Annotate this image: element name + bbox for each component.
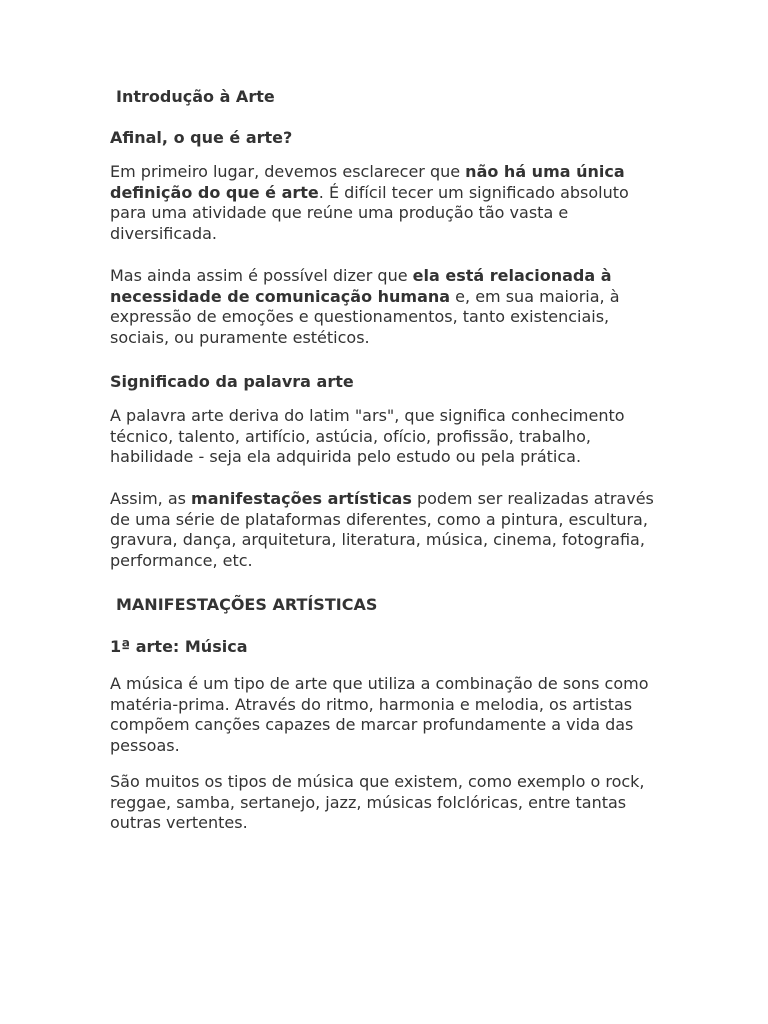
paragraph-text: e, em sua maioria, à expressão de emoções e questionamentos, tanto existenciais, sociais, ou puramente estéticos. <box>110 286 620 348</box>
paragraph-manifestations <box>110 489 670 572</box>
document-title: Introdução à Arte <box>116 87 275 106</box>
paragraph-etymology: A palavra arte deriva do latim "ars", que significa conhecimento técnico, talento, artifício, astúcia, ofício, profissão, trabalho, habilidade - seja ela adquirida pelo estudo ou pela prática. <box>110 406 625 467</box>
paragraph-text: Assim, as <box>110 489 192 508</box>
section-heading-what-is-art: Afinal, o que é arte? <box>110 128 293 147</box>
paragraph-definition <box>110 162 670 245</box>
paragraph-music-definition: A música é um tipo de arte que utiliza a combinação de sons como matéria-prima. Através do ritmo, harmonia e melodia, os artistas compõem canções capazes de marcar profundamente a vida das pessoas. <box>110 674 649 756</box>
paragraph-communication <box>110 266 670 349</box>
paragraph-text: Em primeiro lugar, devemos esclarecer que <box>110 162 466 181</box>
emphasis-text: manifestações artísticas <box>191 489 412 508</box>
section-heading-artistic-manifestations: MANIFESTAÇÕES ARTÍSTICAS <box>116 595 378 614</box>
paragraph-music-genres: São muitos os tipos de música que existem, como exemplo o rock, reggae, samba, sertanejo, jazz, músicas folclóricas, entre tantas outras vertentes. <box>110 772 645 833</box>
section-heading-word-meaning: Significado da palavra arte <box>110 372 354 391</box>
paragraph-text: . É difícil tecer um significado absoluto para uma atividade que reúne uma produção tão vasta e diversificada. <box>110 182 629 244</box>
paragraph-text: podem ser realizadas através de uma série de plataformas diferentes, como a pintura, escultura, gravura, dança, arquitetura, literatura, música, cinema, fotografia, performance, etc. <box>110 489 654 571</box>
subheading-music: 1ª arte: Música <box>110 637 248 656</box>
paragraph-text: Mas ainda assim é possível dizer que <box>110 266 413 285</box>
emphasis-text: ela está relacionada à necessidade de comunicação humana <box>110 266 612 306</box>
emphasis-text: não há uma única definição do que é arte <box>110 162 625 202</box>
